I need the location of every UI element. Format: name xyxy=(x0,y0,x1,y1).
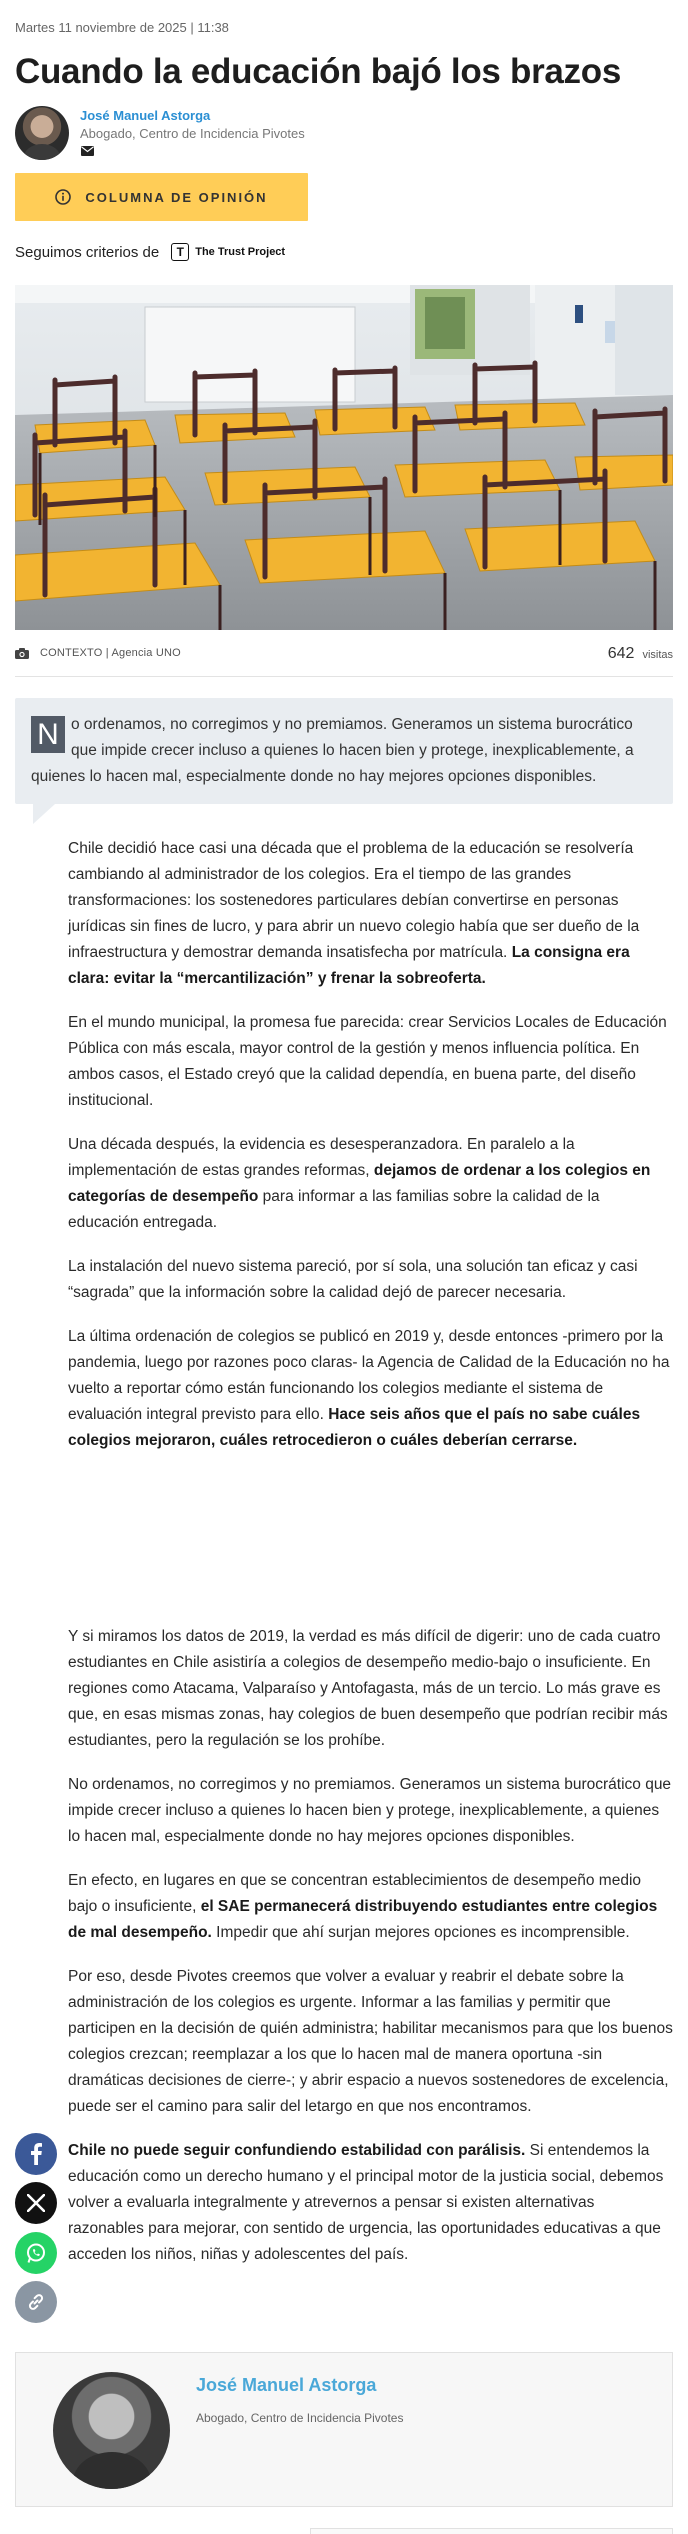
body-text: La última ordenación de colegios se publicó en 2019 y, desde entonces -primero por la pandemia, luego por razones poco claras- la Agencia de Calidad de la Educación no ha vuelto a reportar cómo están funcionando los colegios mediante el sistema de evaluación integral previsto para ello. xyxy=(68,1328,670,1423)
trust-project-logo[interactable] xyxy=(171,243,285,261)
visit-counter xyxy=(608,645,673,663)
link-icon xyxy=(26,2292,46,2312)
body-paragraph xyxy=(68,2138,673,2268)
body-bold-text: Hace seis años que el país no sabe cuáles colegios mejoraron, cuáles retrocedieron o cuáles deberían cerrarse. xyxy=(68,1406,641,1449)
body-text: Impedir que ahí surjan mejores opciones es incomprensible. xyxy=(211,1924,630,1941)
body-paragraph: Por eso, desde Pivotes creemos que volver a evaluar y reabrir el debate sobre la administración de los colegios es urgente. Informar a las familias y permitir que participen en la decisión de quién administra; habilitar mecanismos para que los buenos colegios crezcan; reemplazar a los que lo hacen mal de manera oportuna -sin dramáticas decisiones de cierre-; y abrir espacio a nuevos sostenedores de excelencia, puede ser el camino para salir del letargo en que nos encontramos. xyxy=(68,1968,673,2115)
opinion-column-badge[interactable] xyxy=(15,173,308,221)
photo-caption: CONTEXTO | Agencia UNO xyxy=(40,647,181,659)
article-title: Cuando la educación bajó los brazos xyxy=(15,52,621,91)
lead-paragraph xyxy=(31,712,657,790)
info-circle-icon xyxy=(55,189,71,205)
body-text: Si entendemos la educación como un derecho humano y el principal motor de la justicia social, debemos volver a evaluarla integralmente y atrevernos a pensar si existen alternativas razonables para mejorar, con sentido de urgencia, las oportunidades educativas a que acceden los niños, niñas y adolescentes del país. xyxy=(68,2142,664,2263)
article-body xyxy=(68,836,673,2286)
body-text: para informar a las familias sobre la calidad de la educación entregada. xyxy=(68,1188,600,1231)
body-bold-text: el SAE permanecerá distribuyendo estudiantes entre colegios de mal desempeño. xyxy=(68,1898,658,1941)
body-bold-text: dejamos de ordenar a los colegios en categorías de desempeño xyxy=(68,1162,651,1205)
author-byline xyxy=(15,106,673,162)
photo-caption-row xyxy=(15,645,673,665)
envelope-icon[interactable] xyxy=(81,146,94,156)
body-paragraph xyxy=(68,1868,673,1946)
author-name-link[interactable]: José Manuel Astorga xyxy=(80,108,211,123)
trust-prefix: Seguimos criterios de xyxy=(15,243,160,261)
author-role: Abogado, Centro de Incidencia Pivotes xyxy=(80,126,305,141)
body-paragraph xyxy=(68,836,673,992)
author-card-role: Abogado, Centro de Incidencia Pivotes xyxy=(196,2411,404,2425)
lead-text: o ordenamos, no corregimos y no premiamos. Generamos un sistema burocrático que impide crecer incluso a quienes lo hacen bien y protege, inexplicablemente, a quienes lo hacen mal, especialmente donde no hay mejores opciones disponibles. xyxy=(31,716,634,785)
camera-icon xyxy=(15,648,29,659)
opinion-column-label: COLUMNA DE OPINIÓN xyxy=(85,189,268,205)
body-text: Una década después, la evidencia es desesperanzadora. En paralelo a la implementación de estas grandes reformas, xyxy=(68,1136,575,1179)
x-icon xyxy=(27,2194,45,2212)
caption-divider xyxy=(15,676,673,677)
drop-cap: N xyxy=(31,716,65,753)
body-paragraph xyxy=(68,1132,673,1236)
article-hero-photo xyxy=(15,285,673,630)
visit-count: 642 xyxy=(607,645,635,662)
article-date: Martes 11 noviembre de 2025 | 11:38 xyxy=(15,20,229,35)
body-bold-text: La consigna era clara: evitar la “mercantilización” y frenar la sobreoferta. xyxy=(68,944,630,987)
body-text: Chile decidió hace casi una década que el problema de la educación se resolvería cambiando al administrador de los colegios. Era el tiempo de las grandes transformaciones: los sostenedores particulares debían convertirse en personas jurídicas sin fines de lucro, y para abrir un nuevo colegio había que ser dueño de la infraestructura y demostrar demanda insatisfecha por matrícula. xyxy=(68,840,640,961)
ad-slot-blank xyxy=(68,1472,673,1624)
share-whatsapp-button[interactable] xyxy=(15,2232,57,2274)
author-avatar[interactable] xyxy=(15,106,69,160)
body-paragraph: En el mundo municipal, la promesa fue parecida: crear Servicios Locales de Educación Pública con más escala, mayor control de la gestión y menos influencia política. En ambos casos, el Estado creyó que la calidad dependía, en buena parte, del diseño institucional. xyxy=(68,1014,667,1109)
trust-project-row xyxy=(15,243,285,261)
lead-quote xyxy=(15,698,673,804)
body-paragraph: La instalación del nuevo sistema pareció, por sí sola, una solución tan eficaz y casi “sagrada” que la información sobre la calidad dejó de parecer necesaria. xyxy=(68,1258,638,1301)
body-paragraph: No ordenamos, no corregimos y no premiamos. Generamos un sistema burocrático que impide crecer incluso a quienes lo hacen bien y protege, inexplicablemente, a quienes lo hacen mal, especialmente donde no hay mejores opciones disponibles. xyxy=(68,1776,672,1845)
lead-quote-tail xyxy=(33,804,55,824)
body-bold-text: Chile no puede seguir confundiendo estabilidad con parálisis. xyxy=(68,2142,526,2159)
share-facebook-button[interactable] xyxy=(15,2133,57,2175)
trust-project-name: The Trust Project xyxy=(195,246,286,258)
share-x-button[interactable] xyxy=(15,2182,57,2224)
trust-project-icon: T xyxy=(171,243,189,261)
author-card-name[interactable]: José Manuel Astorga xyxy=(196,2375,377,2395)
next-section-edge xyxy=(310,2528,673,2534)
body-paragraph: Y si miramos los datos de 2019, la verdad es más difícil de digerir: uno de cada cuatro estudiantes en Chile asistiría a colegios de desempeño medio-bajo o insuficiente. En regiones como Atacama, Valparaíso y Antofagasta, más de un tercio. Lo más grave es que, en esas mismas zonas, hay colegios de buen desempeño que podrían recibir más estudiantes, pero la regulación se los prohíbe. xyxy=(68,1628,668,1749)
visit-label: visitas xyxy=(642,649,673,661)
body-text: En efecto, en lugares en que se concentran establecimientos de desempeño medio bajo o insuficiente, xyxy=(68,1872,642,1915)
facebook-icon xyxy=(29,2143,43,2165)
copy-link-button[interactable] xyxy=(15,2281,57,2323)
author-card xyxy=(15,2352,673,2507)
body-paragraph xyxy=(68,1324,673,1454)
author-card-avatar[interactable] xyxy=(53,2372,170,2489)
whatsapp-icon xyxy=(25,2242,47,2264)
